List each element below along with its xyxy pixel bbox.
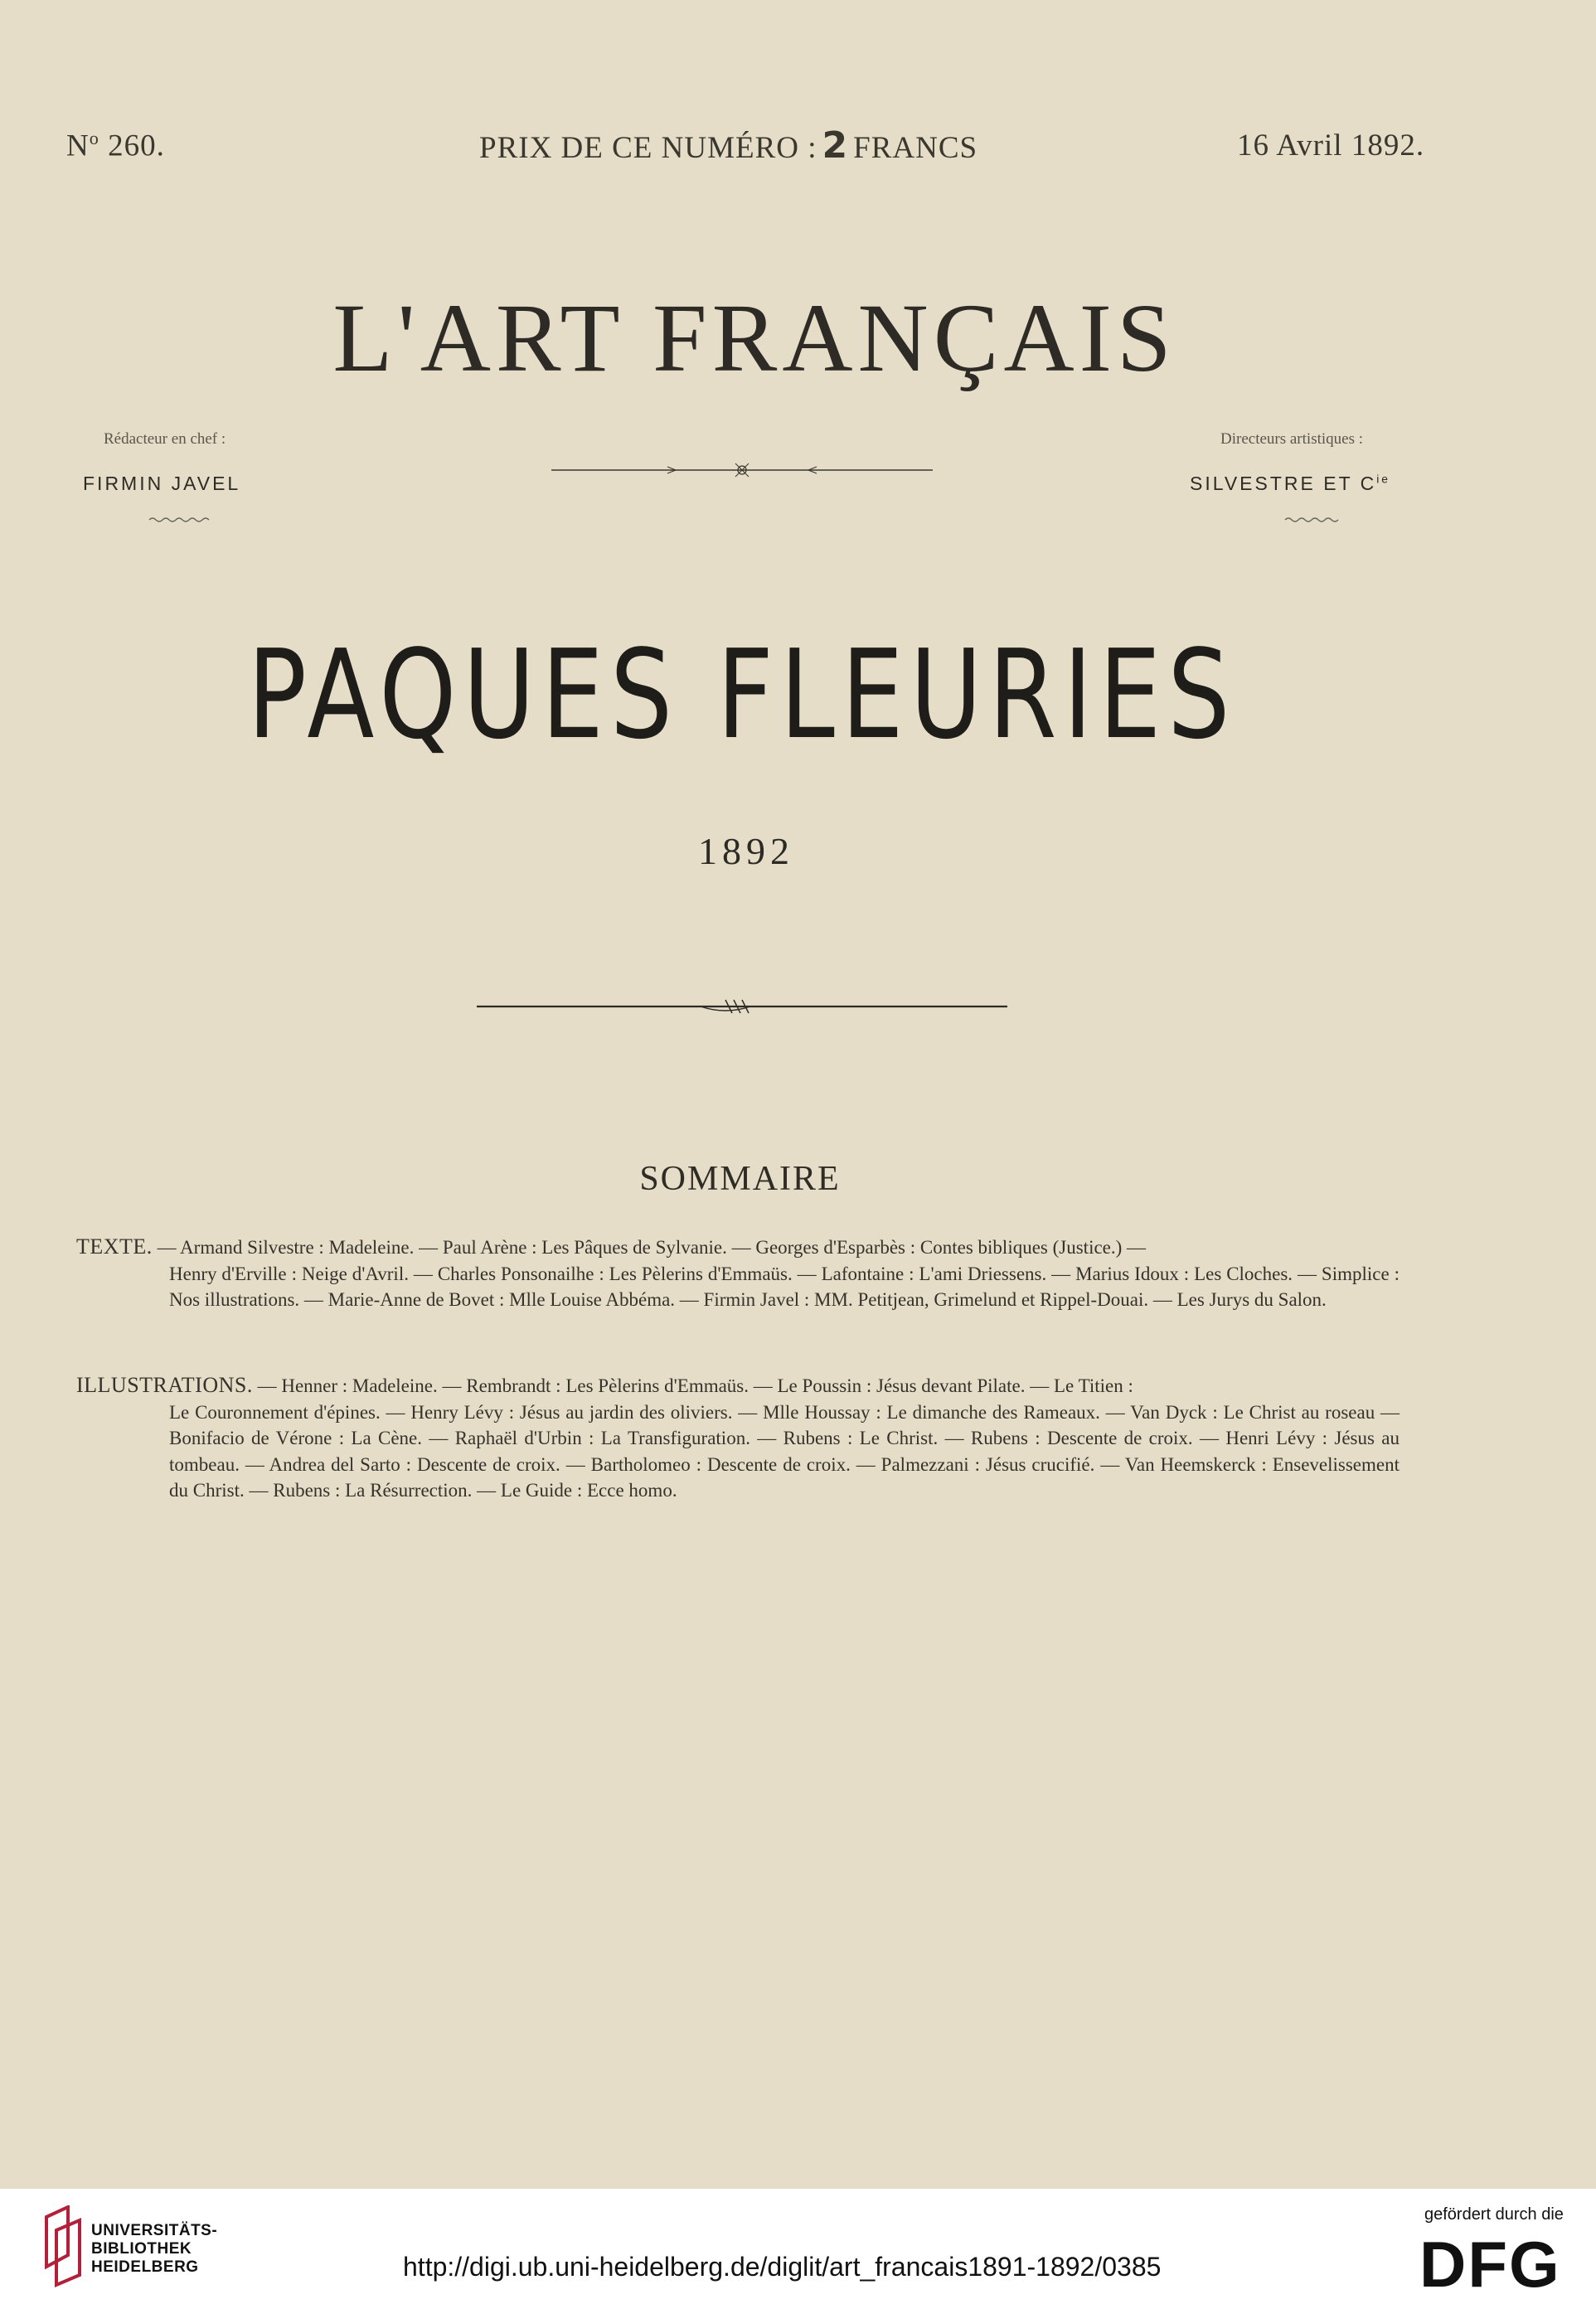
- summary-text-section: [76, 1234, 1400, 1313]
- editor-name: FIRMIN JAVEL: [83, 473, 241, 494]
- summary-heading: SOMMAIRE: [639, 1160, 841, 1198]
- text-first-line: TEXTE. — Armand Silvestre : Madeleine. — Paul Arène : Les Pâques de Sylvanie. — Georges d'Esparbès : Contes bibliques (Justice.) —: [76, 1234, 1147, 1259]
- editor-label: Rédacteur en chef :: [104, 430, 226, 448]
- issue-title: PAQUES FLEURIES: [247, 623, 1237, 766]
- illustrations-contents: Le Couronnement d'épines. — Henry Lévy : Jésus au jardin des oliviers. — Mlle Houssay : Le dimanche des Rameaux. — Van Dyck : Le Christ au roseau — Bonifacio de Vérone : La Cène. — Raphaël d'Urbin : La Transfiguration. — Rubens : Le Christ. — Rubens : Descente de croix. — Henri Lévy : Jésus au tombeau. — Andrea del Sarto : Descente de croix. — Bartholomeo : Descente de croix. — Palmezzani : Jésus crucifié. — Van Heemskerck : Ensevelissement du Christ. — Rubens : La Résurrection. — Le Guide : Ecce homo.: [169, 1401, 1400, 1501]
- issue-date: 16 Avril 1892.: [1237, 129, 1425, 162]
- digitization-footer: [0, 2189, 1596, 2304]
- right-flourish: [1283, 516, 1341, 524]
- masthead-title: L'ART FRANÇAIS: [332, 284, 1176, 392]
- ornamental-rule: [477, 995, 1007, 1023]
- directors-label: Directeurs artistiques :: [1220, 430, 1364, 448]
- library-logo-icon: [43, 2205, 86, 2288]
- text-contents: Henry d'Erville : Neige d'Avril. — Charles Ponsonailhe : Les Pèlerins d'Emmaüs. — Lafontaine : L'ami Driessens. — Marius Idoux : Les Cloches. — Simplice : Nos illustrations. — Marie-Anne de Bovet : Mlle Louise Abbéma. — Firmin Javel : MM. Petitjean, Grimelund et Rippel-Douai. — Les Jurys du Salon.: [169, 1263, 1400, 1310]
- masthead-ornament: [551, 460, 933, 480]
- dfg-logo[interactable]: DFG: [1419, 2228, 1561, 2301]
- permalink-url[interactable]: http://digi.ub.uni-heidelberg.de/diglit/art_francais1891-1892/0385: [403, 2252, 1162, 2282]
- left-flourish: [148, 516, 214, 524]
- illustrations-first-line: ILLUSTRATIONS. — Henner : Madeleine. — Rembrandt : Les Pèlerins d'Emmaüs. — Le Poussin : Jésus devant Pilate. — Le Titien :: [76, 1373, 1133, 1397]
- issue-price: PRIX DE CE NUMÉRO : 2 FRANCS: [479, 124, 978, 167]
- funder-label: gefördert durch die: [1424, 2205, 1564, 2224]
- issue-number: $N^o$ 260.: [66, 128, 165, 163]
- library-name[interactable]: UNIVERSITÄTS- BIBLIOTHEK HEIDELBERG: [91, 2222, 218, 2276]
- summary-illustrations-section: [76, 1372, 1400, 1504]
- issue-year: 1892: [698, 830, 794, 872]
- directors-name: SILVESTRE ET $C^{ie}$: [1190, 473, 1390, 494]
